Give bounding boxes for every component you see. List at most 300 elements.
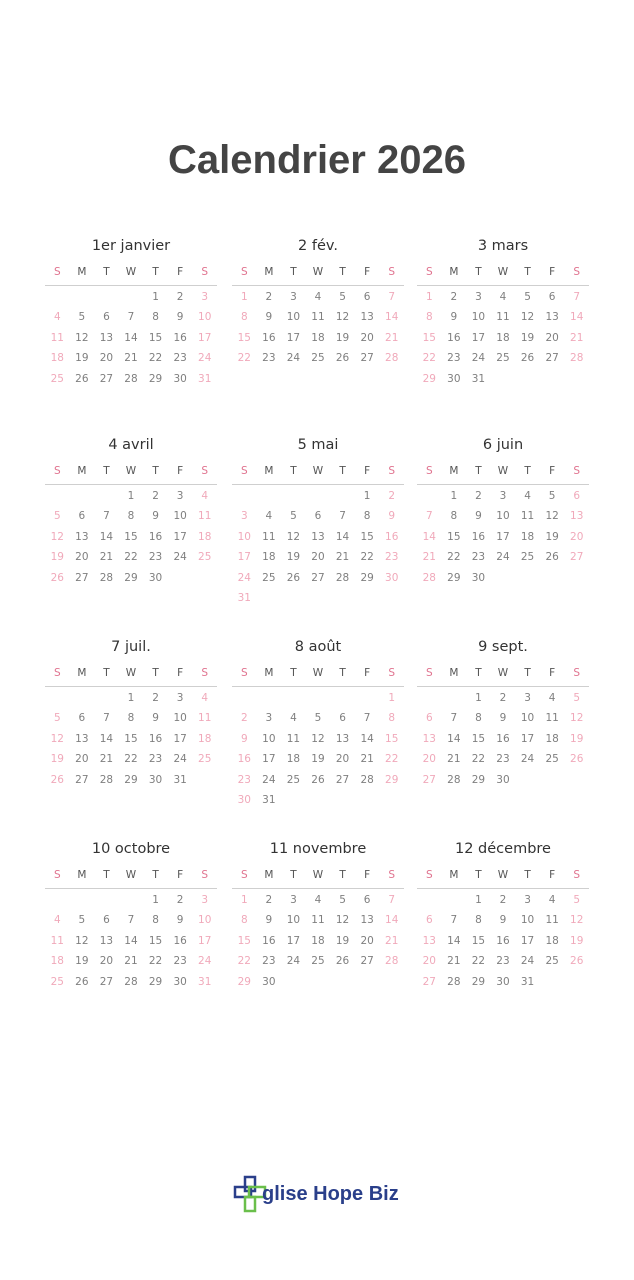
day-cell[interactable]: 2 <box>388 490 396 502</box>
day-cell[interactable]: 15 <box>148 331 163 344</box>
day-cell[interactable]: 9 <box>240 732 248 745</box>
day-cell[interactable]: 30 <box>262 975 276 988</box>
day-cell[interactable]: 5 <box>573 894 581 906</box>
day-cell[interactable]: 30 <box>148 773 163 786</box>
day-cell[interactable]: 30 <box>173 975 187 988</box>
day-cell[interactable]: 13 <box>545 311 559 324</box>
day-cell[interactable]: 21 <box>124 352 138 365</box>
day-cell[interactable]: 29 <box>237 975 251 988</box>
day-cell[interactable]: 2 <box>450 291 458 303</box>
day-cell[interactable]: 24 <box>471 352 486 365</box>
day-cell[interactable]: 29 <box>471 773 486 786</box>
day-cell[interactable]: 22 <box>124 551 138 564</box>
day-cell[interactable]: 1 <box>152 894 159 906</box>
day-cell[interactable]: 16 <box>173 331 187 344</box>
day-cell[interactable]: 9 <box>475 510 482 523</box>
day-cell[interactable]: 21 <box>360 753 374 766</box>
day-cell[interactable]: 18 <box>311 934 325 947</box>
day-cell[interactable]: 28 <box>385 352 399 365</box>
day-cell[interactable]: 10 <box>286 311 301 324</box>
day-cell[interactable]: 3 <box>201 291 209 303</box>
day-cell[interactable]: 31 <box>198 975 212 988</box>
day-cell[interactable]: 24 <box>237 571 251 584</box>
day-cell[interactable]: 20 <box>570 530 584 543</box>
day-cell[interactable]: 16 <box>385 530 399 543</box>
day-cell[interactable]: 9 <box>176 311 184 324</box>
day-cell[interactable]: 2 <box>152 692 159 704</box>
day-cell[interactable]: 20 <box>311 551 325 564</box>
day-cell[interactable]: 22 <box>237 955 251 968</box>
day-cell[interactable]: 15 <box>124 530 138 543</box>
day-cell[interactable]: 10 <box>471 311 486 324</box>
day-cell[interactable]: 15 <box>471 732 486 745</box>
day-cell[interactable]: 22 <box>124 753 138 766</box>
day-cell[interactable]: 7 <box>450 712 458 725</box>
day-cell[interactable]: 26 <box>520 352 535 365</box>
day-cell[interactable]: 12 <box>286 530 301 543</box>
day-cell[interactable]: 29 <box>124 773 138 786</box>
day-cell[interactable]: 25 <box>545 955 559 968</box>
day-cell[interactable]: 9 <box>499 914 507 927</box>
day-cell[interactable]: 2 <box>240 712 248 725</box>
day-cell[interactable]: 2 <box>265 291 273 303</box>
day-cell[interactable]: 16 <box>262 331 276 344</box>
day-cell[interactable]: 5 <box>78 914 86 927</box>
day-cell[interactable]: 21 <box>335 551 350 564</box>
day-cell[interactable]: 11 <box>496 311 510 324</box>
day-cell[interactable]: 1 <box>475 894 482 906</box>
day-cell[interactable]: 20 <box>99 955 114 968</box>
day-cell[interactable]: 18 <box>286 753 301 766</box>
day-cell[interactable]: 31 <box>471 372 486 385</box>
day-cell[interactable]: 11 <box>50 331 64 344</box>
day-cell[interactable]: 3 <box>499 490 507 502</box>
day-cell[interactable]: 24 <box>173 753 187 766</box>
day-cell[interactable]: 12 <box>570 712 584 725</box>
day-cell[interactable]: 20 <box>75 551 89 564</box>
day-cell[interactable]: 21 <box>447 955 461 968</box>
day-cell[interactable]: 17 <box>198 331 212 344</box>
day-cell[interactable]: 12 <box>75 934 89 947</box>
day-cell[interactable]: 9 <box>265 914 273 927</box>
day-cell[interactable]: 20 <box>360 934 374 947</box>
day-cell[interactable]: 6 <box>339 712 346 725</box>
day-cell[interactable]: 1 <box>152 291 159 303</box>
day-cell[interactable]: 16 <box>173 934 187 947</box>
day-cell[interactable]: 7 <box>339 510 346 523</box>
day-cell[interactable]: 25 <box>262 571 276 584</box>
day-cell[interactable]: 13 <box>311 530 325 543</box>
day-cell[interactable]: 3 <box>290 291 297 303</box>
day-cell[interactable]: 5 <box>573 692 581 704</box>
day-cell[interactable]: 2 <box>499 692 507 704</box>
day-cell[interactable]: 11 <box>50 934 64 947</box>
day-cell[interactable]: 2 <box>475 490 482 502</box>
day-cell[interactable]: 17 <box>286 331 301 344</box>
day-cell[interactable]: 10 <box>198 311 212 324</box>
day-cell[interactable]: 4 <box>53 311 61 324</box>
day-cell[interactable]: 7 <box>425 510 433 523</box>
day-cell[interactable]: 23 <box>237 773 251 786</box>
day-cell[interactable]: 18 <box>545 934 559 947</box>
day-cell[interactable]: 15 <box>471 934 486 947</box>
day-cell[interactable]: 8 <box>363 510 371 523</box>
day-cell[interactable]: 19 <box>75 955 89 968</box>
day-cell[interactable]: 20 <box>335 753 350 766</box>
day-cell[interactable]: 7 <box>573 291 581 303</box>
day-cell[interactable]: 17 <box>520 732 535 745</box>
day-cell[interactable]: 3 <box>201 894 209 906</box>
day-cell[interactable]: 14 <box>385 914 399 927</box>
day-cell[interactable]: 5 <box>548 490 556 502</box>
day-cell[interactable]: 2 <box>176 291 184 303</box>
day-cell[interactable]: 30 <box>471 571 486 584</box>
day-cell[interactable]: 4 <box>314 894 322 906</box>
day-cell[interactable]: 19 <box>335 331 350 344</box>
day-cell[interactable]: 25 <box>50 372 64 385</box>
day-cell[interactable]: 11 <box>545 914 559 927</box>
day-cell[interactable]: 24 <box>286 955 301 968</box>
day-cell[interactable]: 19 <box>570 934 584 947</box>
day-cell[interactable]: 13 <box>570 510 584 523</box>
day-cell[interactable]: 15 <box>237 331 251 344</box>
day-cell[interactable]: 27 <box>75 571 89 584</box>
day-cell[interactable]: 15 <box>124 732 138 745</box>
day-cell[interactable]: 10 <box>173 510 187 523</box>
day-cell[interactable]: 26 <box>335 955 350 968</box>
day-cell[interactable]: 14 <box>124 934 138 947</box>
day-cell[interactable]: 18 <box>311 331 325 344</box>
day-cell[interactable]: 28 <box>99 571 114 584</box>
day-cell[interactable]: 26 <box>570 955 584 968</box>
day-cell[interactable]: 10 <box>198 914 212 927</box>
day-cell[interactable]: 24 <box>262 773 276 786</box>
day-cell[interactable]: 23 <box>496 955 510 968</box>
day-cell[interactable]: 11 <box>198 712 212 725</box>
day-cell[interactable]: 19 <box>286 551 301 564</box>
day-cell[interactable]: 26 <box>50 571 64 584</box>
day-cell[interactable]: 16 <box>148 732 163 745</box>
day-cell[interactable]: 8 <box>475 914 482 927</box>
day-cell[interactable]: 26 <box>311 773 325 786</box>
day-cell[interactable]: 31 <box>198 372 212 385</box>
day-cell[interactable]: 21 <box>124 955 138 968</box>
day-cell[interactable]: 5 <box>339 291 346 303</box>
day-cell[interactable]: 21 <box>99 753 114 766</box>
day-cell[interactable]: 18 <box>496 331 510 344</box>
day-cell[interactable]: 8 <box>425 311 433 324</box>
day-cell[interactable]: 29 <box>422 372 436 385</box>
day-cell[interactable]: 31 <box>262 793 276 806</box>
day-cell[interactable]: 16 <box>148 530 163 543</box>
day-cell[interactable]: 12 <box>75 331 89 344</box>
day-cell[interactable]: 16 <box>237 753 251 766</box>
day-cell[interactable]: 28 <box>99 773 114 786</box>
day-cell[interactable]: 27 <box>570 551 584 564</box>
day-cell[interactable]: 31 <box>237 591 251 604</box>
day-cell[interactable]: 16 <box>496 732 510 745</box>
day-cell[interactable]: 19 <box>50 551 64 564</box>
day-cell[interactable]: 3 <box>240 510 248 523</box>
day-cell[interactable]: 30 <box>496 773 510 786</box>
day-cell[interactable]: 12 <box>311 732 325 745</box>
day-cell[interactable]: 4 <box>548 894 556 906</box>
day-cell[interactable]: 23 <box>262 955 276 968</box>
day-cell[interactable]: 9 <box>388 510 396 523</box>
day-cell[interactable]: 27 <box>422 773 436 786</box>
day-cell[interactable]: 11 <box>520 510 535 523</box>
day-cell[interactable]: 27 <box>75 773 89 786</box>
day-cell[interactable]: 26 <box>75 975 89 988</box>
day-cell[interactable]: 21 <box>385 934 399 947</box>
day-cell[interactable]: 6 <box>548 291 556 303</box>
day-cell[interactable]: 6 <box>363 894 371 906</box>
day-cell[interactable]: 21 <box>570 331 584 344</box>
day-cell[interactable]: 26 <box>570 753 584 766</box>
day-cell[interactable]: 19 <box>545 530 559 543</box>
day-cell[interactable]: 18 <box>198 530 212 543</box>
day-cell[interactable]: 24 <box>496 551 510 564</box>
day-cell[interactable]: 5 <box>524 291 531 303</box>
day-cell[interactable]: 22 <box>360 551 374 564</box>
day-cell[interactable]: 6 <box>425 914 433 927</box>
day-cell[interactable]: 5 <box>78 311 86 324</box>
day-cell[interactable]: 6 <box>573 490 581 502</box>
day-cell[interactable]: 4 <box>548 692 556 704</box>
day-cell[interactable]: 2 <box>176 894 184 906</box>
day-cell[interactable]: 6 <box>314 510 322 523</box>
day-cell[interactable]: 15 <box>237 934 251 947</box>
day-cell[interactable]: 13 <box>360 914 374 927</box>
day-cell[interactable]: 17 <box>520 934 535 947</box>
day-cell[interactable]: 1 <box>240 291 248 303</box>
day-cell[interactable]: 10 <box>520 712 535 725</box>
day-cell[interactable]: 6 <box>78 712 86 725</box>
day-cell[interactable]: 26 <box>545 551 559 564</box>
day-cell[interactable]: 27 <box>311 571 325 584</box>
day-cell[interactable]: 1 <box>388 692 396 704</box>
day-cell[interactable]: 1 <box>425 291 433 303</box>
day-cell[interactable]: 14 <box>422 530 436 543</box>
day-cell[interactable]: 28 <box>447 975 461 988</box>
day-cell[interactable]: 28 <box>124 372 138 385</box>
day-cell[interactable]: 4 <box>524 490 531 502</box>
day-cell[interactable]: 7 <box>103 510 110 523</box>
day-cell[interactable]: 25 <box>311 955 325 968</box>
day-cell[interactable]: 23 <box>385 551 399 564</box>
day-cell[interactable]: 8 <box>152 914 159 927</box>
day-cell[interactable]: 23 <box>496 753 510 766</box>
day-cell[interactable]: 28 <box>385 955 399 968</box>
day-cell[interactable]: 20 <box>360 331 374 344</box>
day-cell[interactable]: 8 <box>388 712 396 725</box>
day-cell[interactable]: 25 <box>496 352 510 365</box>
day-cell[interactable]: 1 <box>127 692 135 704</box>
day-cell[interactable]: 20 <box>422 753 436 766</box>
day-cell[interactable]: 23 <box>262 352 276 365</box>
day-cell[interactable]: 4 <box>499 291 507 303</box>
day-cell[interactable]: 4 <box>290 712 297 725</box>
day-cell[interactable]: 3 <box>290 894 297 906</box>
day-cell[interactable]: 12 <box>545 510 559 523</box>
day-cell[interactable]: 8 <box>240 914 248 927</box>
day-cell[interactable]: 17 <box>198 934 212 947</box>
day-cell[interactable]: 10 <box>286 914 301 927</box>
day-cell[interactable]: 18 <box>262 551 276 564</box>
day-cell[interactable]: 22 <box>447 551 461 564</box>
day-cell[interactable]: 17 <box>173 732 187 745</box>
day-cell[interactable]: 3 <box>524 894 531 906</box>
day-cell[interactable]: 18 <box>545 732 559 745</box>
day-cell[interactable]: 23 <box>447 352 461 365</box>
day-cell[interactable]: 12 <box>570 914 584 927</box>
day-cell[interactable]: 14 <box>99 732 114 745</box>
day-cell[interactable]: 14 <box>570 311 584 324</box>
day-cell[interactable]: 19 <box>520 331 535 344</box>
day-cell[interactable]: 28 <box>570 352 584 365</box>
day-cell[interactable]: 29 <box>148 372 163 385</box>
day-cell[interactable]: 14 <box>99 530 114 543</box>
day-cell[interactable]: 9 <box>152 712 159 725</box>
day-cell[interactable]: 11 <box>262 530 276 543</box>
day-cell[interactable]: 13 <box>422 732 436 745</box>
day-cell[interactable]: 28 <box>335 571 350 584</box>
day-cell[interactable]: 1 <box>240 894 248 906</box>
day-cell[interactable]: 27 <box>360 352 374 365</box>
day-cell[interactable]: 19 <box>335 934 350 947</box>
day-cell[interactable]: 25 <box>286 773 301 786</box>
day-cell[interactable]: 4 <box>201 692 209 704</box>
day-cell[interactable]: 17 <box>173 530 187 543</box>
day-cell[interactable]: 30 <box>148 571 163 584</box>
day-cell[interactable]: 25 <box>311 352 325 365</box>
day-cell[interactable]: 7 <box>127 311 135 324</box>
day-cell[interactable]: 24 <box>286 352 301 365</box>
day-cell[interactable]: 24 <box>520 753 535 766</box>
day-cell[interactable]: 9 <box>265 311 273 324</box>
day-cell[interactable]: 11 <box>286 732 301 745</box>
day-cell[interactable]: 15 <box>422 331 436 344</box>
day-cell[interactable]: 19 <box>75 352 89 365</box>
day-cell[interactable]: 4 <box>201 490 209 502</box>
day-cell[interactable]: 23 <box>173 352 187 365</box>
day-cell[interactable]: 4 <box>53 914 61 927</box>
day-cell[interactable]: 10 <box>520 914 535 927</box>
day-cell[interactable]: 22 <box>148 955 163 968</box>
day-cell[interactable]: 4 <box>314 291 322 303</box>
day-cell[interactable]: 24 <box>198 955 212 968</box>
day-cell[interactable]: 22 <box>471 753 486 766</box>
day-cell[interactable]: 17 <box>262 753 276 766</box>
day-cell[interactable]: 10 <box>496 510 510 523</box>
day-cell[interactable]: 2 <box>265 894 273 906</box>
day-cell[interactable]: 8 <box>127 510 135 523</box>
day-cell[interactable]: 18 <box>50 955 64 968</box>
day-cell[interactable]: 5 <box>339 894 346 906</box>
day-cell[interactable]: 27 <box>335 773 350 786</box>
day-cell[interactable]: 14 <box>360 732 374 745</box>
day-cell[interactable]: 11 <box>198 510 212 523</box>
day-cell[interactable]: 21 <box>447 753 461 766</box>
day-cell[interactable]: 30 <box>385 571 399 584</box>
day-cell[interactable]: 15 <box>385 732 399 745</box>
day-cell[interactable]: 14 <box>385 311 399 324</box>
day-cell[interactable]: 2 <box>152 490 159 502</box>
day-cell[interactable]: 16 <box>471 530 486 543</box>
day-cell[interactable]: 25 <box>198 551 212 564</box>
day-cell[interactable]: 16 <box>447 331 461 344</box>
day-cell[interactable]: 17 <box>496 530 510 543</box>
day-cell[interactable]: 25 <box>50 975 64 988</box>
day-cell[interactable]: 3 <box>176 692 184 704</box>
day-cell[interactable]: 28 <box>360 773 374 786</box>
day-cell[interactable]: 9 <box>176 914 184 927</box>
day-cell[interactable]: 28 <box>422 571 436 584</box>
day-cell[interactable]: 7 <box>127 914 135 927</box>
day-cell[interactable]: 26 <box>50 773 64 786</box>
day-cell[interactable]: 29 <box>385 773 399 786</box>
day-cell[interactable]: 26 <box>75 372 89 385</box>
day-cell[interactable]: 28 <box>124 975 138 988</box>
day-cell[interactable]: 23 <box>148 753 163 766</box>
day-cell[interactable]: 29 <box>148 975 163 988</box>
day-cell[interactable]: 30 <box>447 372 461 385</box>
day-cell[interactable]: 27 <box>422 975 436 988</box>
day-cell[interactable]: 22 <box>422 352 436 365</box>
day-cell[interactable]: 1 <box>475 692 482 704</box>
day-cell[interactable]: 24 <box>198 352 212 365</box>
day-cell[interactable]: 23 <box>148 551 163 564</box>
day-cell[interactable]: 9 <box>499 712 507 725</box>
day-cell[interactable]: 22 <box>471 955 486 968</box>
day-cell[interactable]: 6 <box>78 510 86 523</box>
day-cell[interactable]: 3 <box>524 692 531 704</box>
day-cell[interactable]: 14 <box>447 934 461 947</box>
day-cell[interactable]: 30 <box>173 372 187 385</box>
day-cell[interactable]: 6 <box>363 291 371 303</box>
day-cell[interactable]: 5 <box>314 712 322 725</box>
day-cell[interactable]: 28 <box>447 773 461 786</box>
day-cell[interactable]: 1 <box>363 490 371 502</box>
day-cell[interactable]: 20 <box>75 753 89 766</box>
day-cell[interactable]: 13 <box>75 530 89 543</box>
day-cell[interactable]: 14 <box>447 732 461 745</box>
day-cell[interactable]: 23 <box>471 551 486 564</box>
day-cell[interactable]: 3 <box>265 712 273 725</box>
day-cell[interactable]: 8 <box>475 712 482 725</box>
day-cell[interactable]: 12 <box>50 530 64 543</box>
day-cell[interactable]: 27 <box>545 352 559 365</box>
day-cell[interactable]: 1 <box>450 490 458 502</box>
day-cell[interactable]: 31 <box>173 773 187 786</box>
day-cell[interactable]: 29 <box>471 975 486 988</box>
day-cell[interactable]: 5 <box>290 510 297 523</box>
day-cell[interactable]: 10 <box>262 732 276 745</box>
day-cell[interactable]: 8 <box>152 311 159 324</box>
day-cell[interactable]: 30 <box>237 793 251 806</box>
day-cell[interactable]: 29 <box>360 571 374 584</box>
day-cell[interactable]: 12 <box>50 732 64 745</box>
day-cell[interactable]: 5 <box>53 712 61 725</box>
day-cell[interactable]: 25 <box>545 753 559 766</box>
day-cell[interactable]: 8 <box>127 712 135 725</box>
day-cell[interactable]: 26 <box>286 571 301 584</box>
day-cell[interactable]: 10 <box>237 530 251 543</box>
day-cell[interactable]: 24 <box>173 551 187 564</box>
day-cell[interactable]: 9 <box>450 311 458 324</box>
day-cell[interactable]: 6 <box>103 311 110 324</box>
day-cell[interactable]: 18 <box>50 352 64 365</box>
